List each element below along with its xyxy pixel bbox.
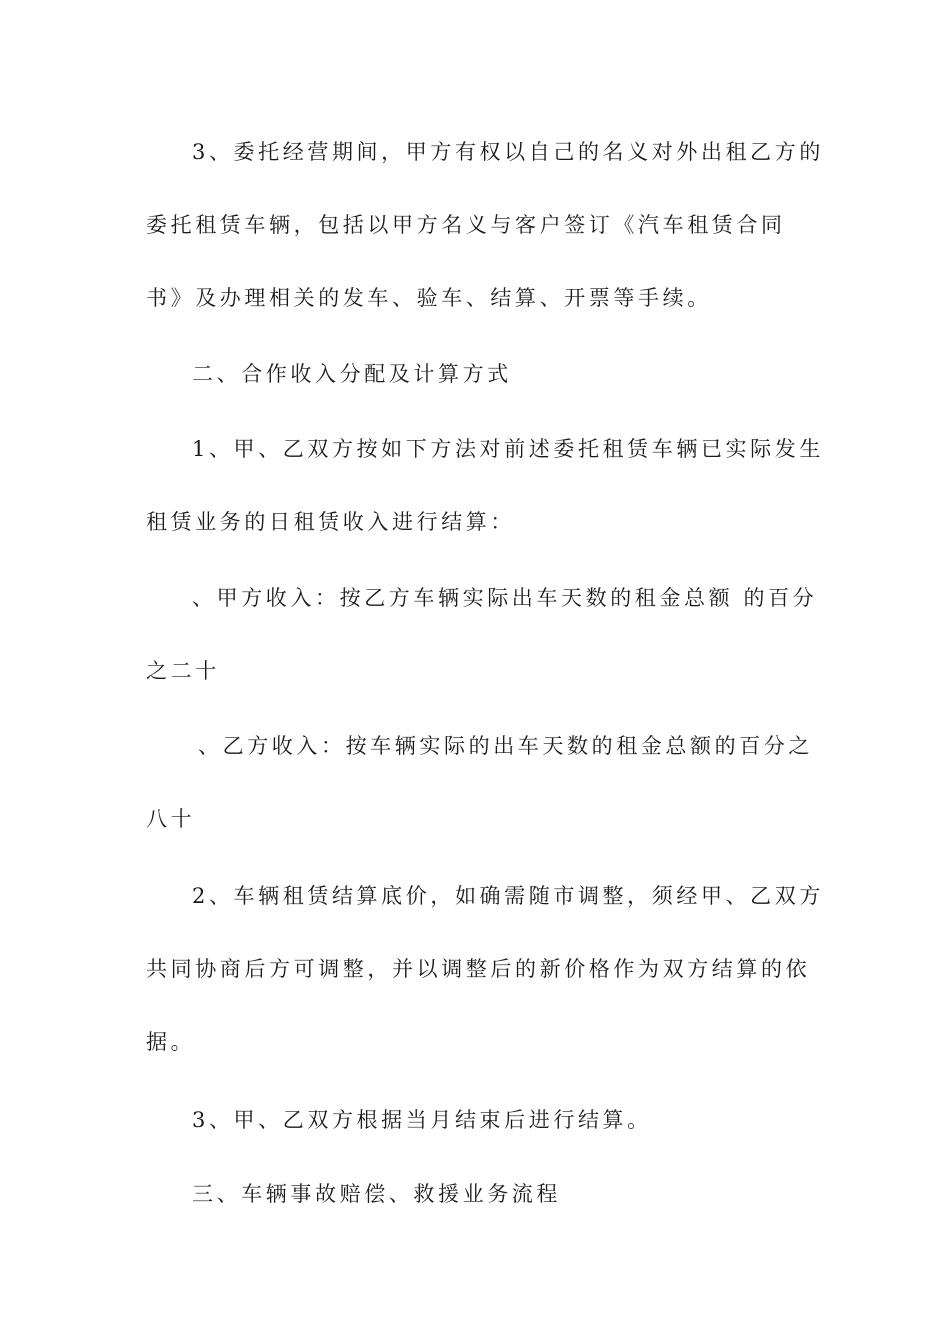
- text-line: 3、委托经营期间，甲方有权以自己的名义对外出租乙方的: [192, 140, 824, 164]
- clause-b1-settlement-method: [146, 413, 824, 559]
- clause-b3-monthly-settlement: [146, 1084, 806, 1157]
- text-line: 、甲方收入：按乙方车辆实际出车天数的租金总额 的百分: [192, 586, 818, 610]
- clause-a3-entrusted-operation: [146, 116, 824, 335]
- clause-party-b-income: [146, 710, 813, 856]
- heading-text: 二、合作收入分配及计算方式: [192, 362, 512, 386]
- clause-party-a-income: [146, 562, 818, 708]
- text-line: 租赁业务的日租赁收入进行结算：: [146, 510, 515, 534]
- text-line: 2、车辆租赁结算底价，如确需随市调整，须经甲、乙双方: [192, 884, 824, 908]
- section-heading-3: [146, 1158, 806, 1231]
- text-line: 、乙方收入：按车辆实际的出车天数的租金总额的百分之: [198, 734, 813, 758]
- text-line: 1、甲、乙双方按如下方法对前述委托租赁车辆已实际发生: [192, 437, 824, 461]
- text-line: 委托租赁车辆，包括以甲方名义与客户签订《汽车租赁合同: [146, 213, 786, 237]
- text-line: 八十: [146, 807, 196, 831]
- clause-b2-base-price: [146, 860, 824, 1079]
- heading-text: 三、车辆事故赔偿、救援业务流程: [192, 1182, 561, 1206]
- text-line: 据。: [146, 1030, 196, 1054]
- section-heading-2: [146, 338, 806, 411]
- text-line: 3、甲、乙双方根据当月结束后进行结算。: [192, 1108, 652, 1132]
- text-line: 书》及办理相关的发车、验车、结算、开票等手续。: [146, 286, 712, 310]
- text-line: 之二十: [146, 659, 220, 683]
- text-line: 共同协商后方可调整，并以调整后的新价格作为双方结算的依: [146, 957, 811, 981]
